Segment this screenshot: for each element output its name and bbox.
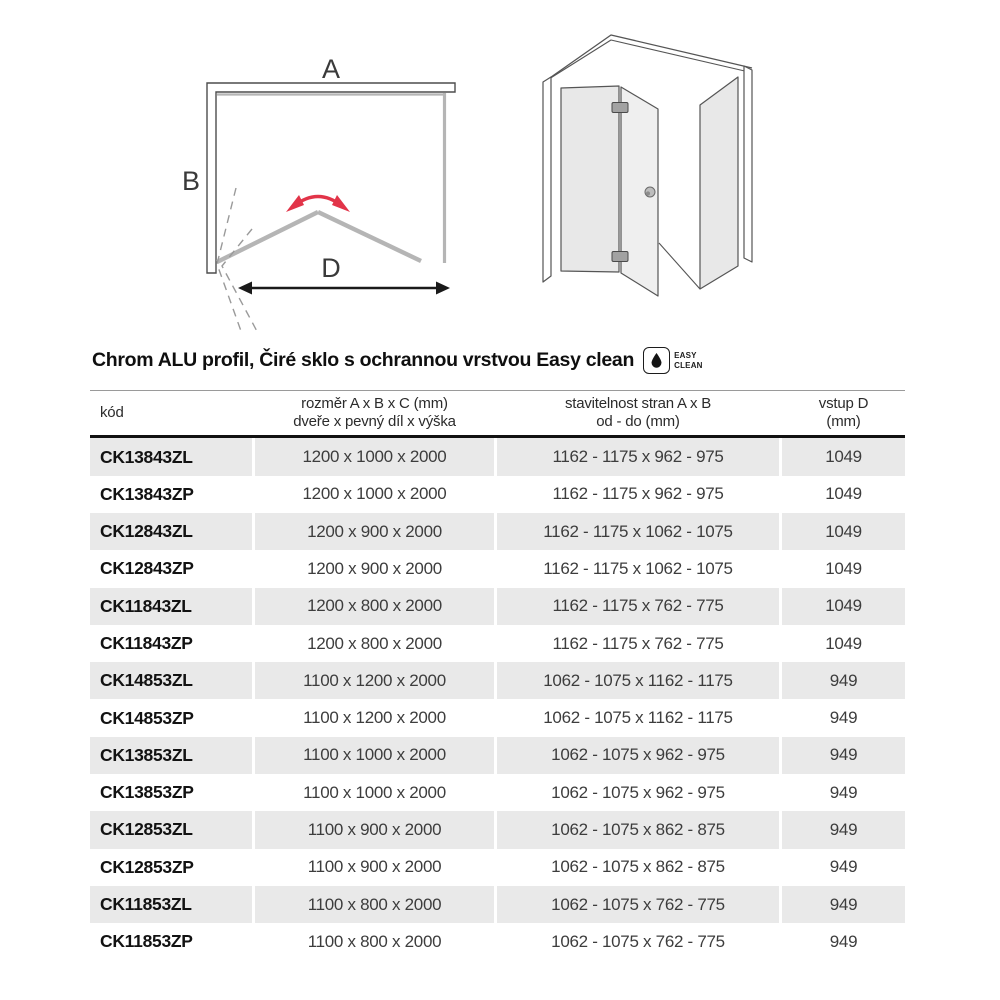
cell-kod: CK11853ZL (90, 886, 252, 923)
door-knob-icon (645, 187, 655, 197)
header-rozmer (255, 395, 494, 430)
label-dimension-b: B (181, 166, 201, 196)
cell-stavitelnost: 1162 - 1175 x 962 - 975 (497, 438, 779, 475)
table-row (90, 849, 905, 886)
easy-clean-label (674, 351, 703, 369)
cell-stavitelnost: 1062 - 1075 x 962 - 975 (497, 737, 779, 774)
hinge-top-icon (612, 103, 628, 113)
cell-stavitelnost: 1062 - 1075 x 762 - 775 (551, 931, 725, 951)
header-rozmer-line1: rozměr A x B x C (mm) (301, 395, 448, 412)
plan-diagram (182, 54, 455, 335)
cell-kod: CK11853ZP (100, 931, 193, 952)
cell-kod: CK13843ZP (100, 483, 194, 504)
table-row (90, 550, 905, 587)
table-row (90, 662, 905, 699)
table-row (90, 886, 905, 923)
cell-rozmer: 1200 x 800 x 2000 (307, 633, 442, 653)
easy-clean-line2: CLEAN (674, 360, 703, 370)
cell-stavitelnost: 1062 - 1075 x 862 - 875 (551, 857, 725, 877)
header-vstup-line2: (mm) (826, 412, 861, 430)
cell-kod: CK12843ZL (90, 513, 252, 550)
cell-vstup: 949 (829, 782, 858, 802)
section-title-row (92, 347, 703, 374)
cell-vstup: 949 (829, 857, 858, 877)
label-dimension-d: D (321, 253, 341, 283)
header-rozmer-line2: dveře x pevný díl x výška (293, 412, 456, 430)
cell-kod: CK13843ZL (90, 438, 252, 475)
cell-vstup: 949 (829, 708, 858, 728)
swing-arrow-head-left (286, 195, 304, 212)
cell-kod: CK12853ZL (90, 811, 252, 848)
cell-stavitelnost: 1062 - 1075 x 862 - 875 (497, 811, 779, 848)
cell-stavitelnost: 1162 - 1175 x 1062 - 1075 (543, 558, 733, 578)
cell-rozmer: 1200 x 800 x 2000 (255, 588, 494, 625)
door-knob-shadow (646, 191, 650, 195)
header-stavitelnost-line1: stavitelnost stran A x B (564, 395, 712, 412)
cell-kod: CK11843ZP (100, 633, 193, 653)
table-row (90, 774, 905, 811)
cell-vstup: 1049 (825, 633, 862, 653)
cell-vstup: 949 (829, 931, 858, 951)
cell-rozmer: 1100 x 1000 x 2000 (303, 782, 446, 802)
table-row (90, 811, 905, 848)
cell-rozmer: 1200 x 900 x 2000 (255, 513, 494, 550)
cell-stavitelnost: 1062 - 1075 x 1162 - 1175 (497, 662, 779, 699)
cell-stavitelnost: 1062 - 1075 x 1162 - 1175 (543, 708, 733, 728)
spec-table (90, 390, 905, 961)
cell-stavitelnost: 1062 - 1075 x 962 - 975 (551, 782, 725, 802)
cell-rozmer: 1100 x 1200 x 2000 (255, 662, 494, 699)
header-stavitelnost (497, 395, 779, 430)
header-kod-label: kód (100, 403, 124, 421)
cell-stavitelnost: 1162 - 1175 x 962 - 975 (552, 484, 724, 504)
cell-rozmer: 1100 x 800 x 2000 (307, 931, 442, 951)
cell-stavitelnost: 1162 - 1175 x 1062 - 1075 (497, 513, 779, 550)
header-vstup-line1: vstup D (818, 395, 869, 412)
table-body (90, 438, 905, 960)
cell-rozmer: 1100 x 900 x 2000 (255, 811, 494, 848)
header-kod (90, 404, 252, 422)
right-wall-profile (744, 66, 752, 262)
easy-clean-badge (643, 347, 703, 374)
left-glass-panel (561, 86, 619, 272)
cell-rozmer: 1200 x 1000 x 2000 (302, 484, 447, 504)
cell-kod: CK12843ZP (100, 558, 194, 579)
header-stavitelnost-line2: od - do (mm) (596, 412, 680, 430)
cell-vstup: 1049 (782, 513, 905, 550)
hinge-bottom-icon (612, 252, 628, 262)
cell-rozmer: 1200 x 900 x 2000 (307, 558, 442, 578)
cell-vstup: 1049 (825, 484, 862, 504)
cell-rozmer: 1100 x 900 x 2000 (307, 857, 442, 877)
cell-vstup: 949 (782, 811, 905, 848)
left-wall-profile (543, 77, 551, 282)
water-drop-icon (643, 347, 670, 374)
technical-diagrams (0, 0, 1000, 345)
isometric-diagram (543, 35, 752, 296)
cell-vstup: 1049 (782, 588, 905, 625)
table-header (90, 390, 905, 438)
cell-stavitelnost: 1062 - 1075 x 762 - 775 (497, 886, 779, 923)
table-row (90, 438, 905, 475)
threshold-line (659, 243, 700, 289)
table-row (90, 737, 905, 774)
cell-kod: CK11843ZL (90, 588, 252, 625)
cell-vstup: 949 (782, 662, 905, 699)
table-row (90, 476, 905, 513)
cell-stavitelnost: 1162 - 1175 x 762 - 775 (497, 588, 779, 625)
cell-vstup: 1049 (825, 558, 862, 578)
table-row (90, 923, 905, 960)
label-dimension-a: A (321, 54, 341, 84)
right-glass-panel (700, 77, 738, 289)
section-title: Chrom ALU profil, Čiré sklo s ochrannou vrstvou Easy clean (92, 349, 635, 371)
cell-rozmer: 1200 x 1000 x 2000 (255, 438, 494, 475)
cell-stavitelnost: 1162 - 1175 x 762 - 775 (552, 633, 724, 653)
cell-rozmer: 1100 x 1200 x 2000 (303, 708, 446, 728)
cell-vstup: 949 (782, 886, 905, 923)
top-frame-inner (549, 40, 749, 79)
cell-kod: CK14853ZL (90, 662, 252, 699)
cell-kod: CK12853ZP (100, 856, 194, 877)
cell-rozmer: 1100 x 800 x 2000 (255, 886, 494, 923)
table-row (90, 513, 905, 550)
cell-kod: CK13853ZP (100, 782, 194, 803)
cell-kod: CK14853ZP (100, 707, 194, 728)
swing-arrow-head-right (332, 195, 350, 212)
table-row (90, 588, 905, 625)
dimension-d-arrow-right (436, 282, 450, 295)
cell-kod: CK13853ZL (90, 737, 252, 774)
easy-clean-line1: EASY (674, 351, 697, 361)
dimension-d-arrow-left (238, 282, 252, 295)
cell-vstup: 949 (782, 737, 905, 774)
table-row (90, 699, 905, 736)
table-row (90, 625, 905, 662)
header-vstup (782, 395, 905, 430)
cell-rozmer: 1100 x 1000 x 2000 (255, 737, 494, 774)
top-frame-outer (544, 35, 752, 82)
cell-vstup: 1049 (782, 438, 905, 475)
wall-profile-outline (207, 83, 455, 273)
